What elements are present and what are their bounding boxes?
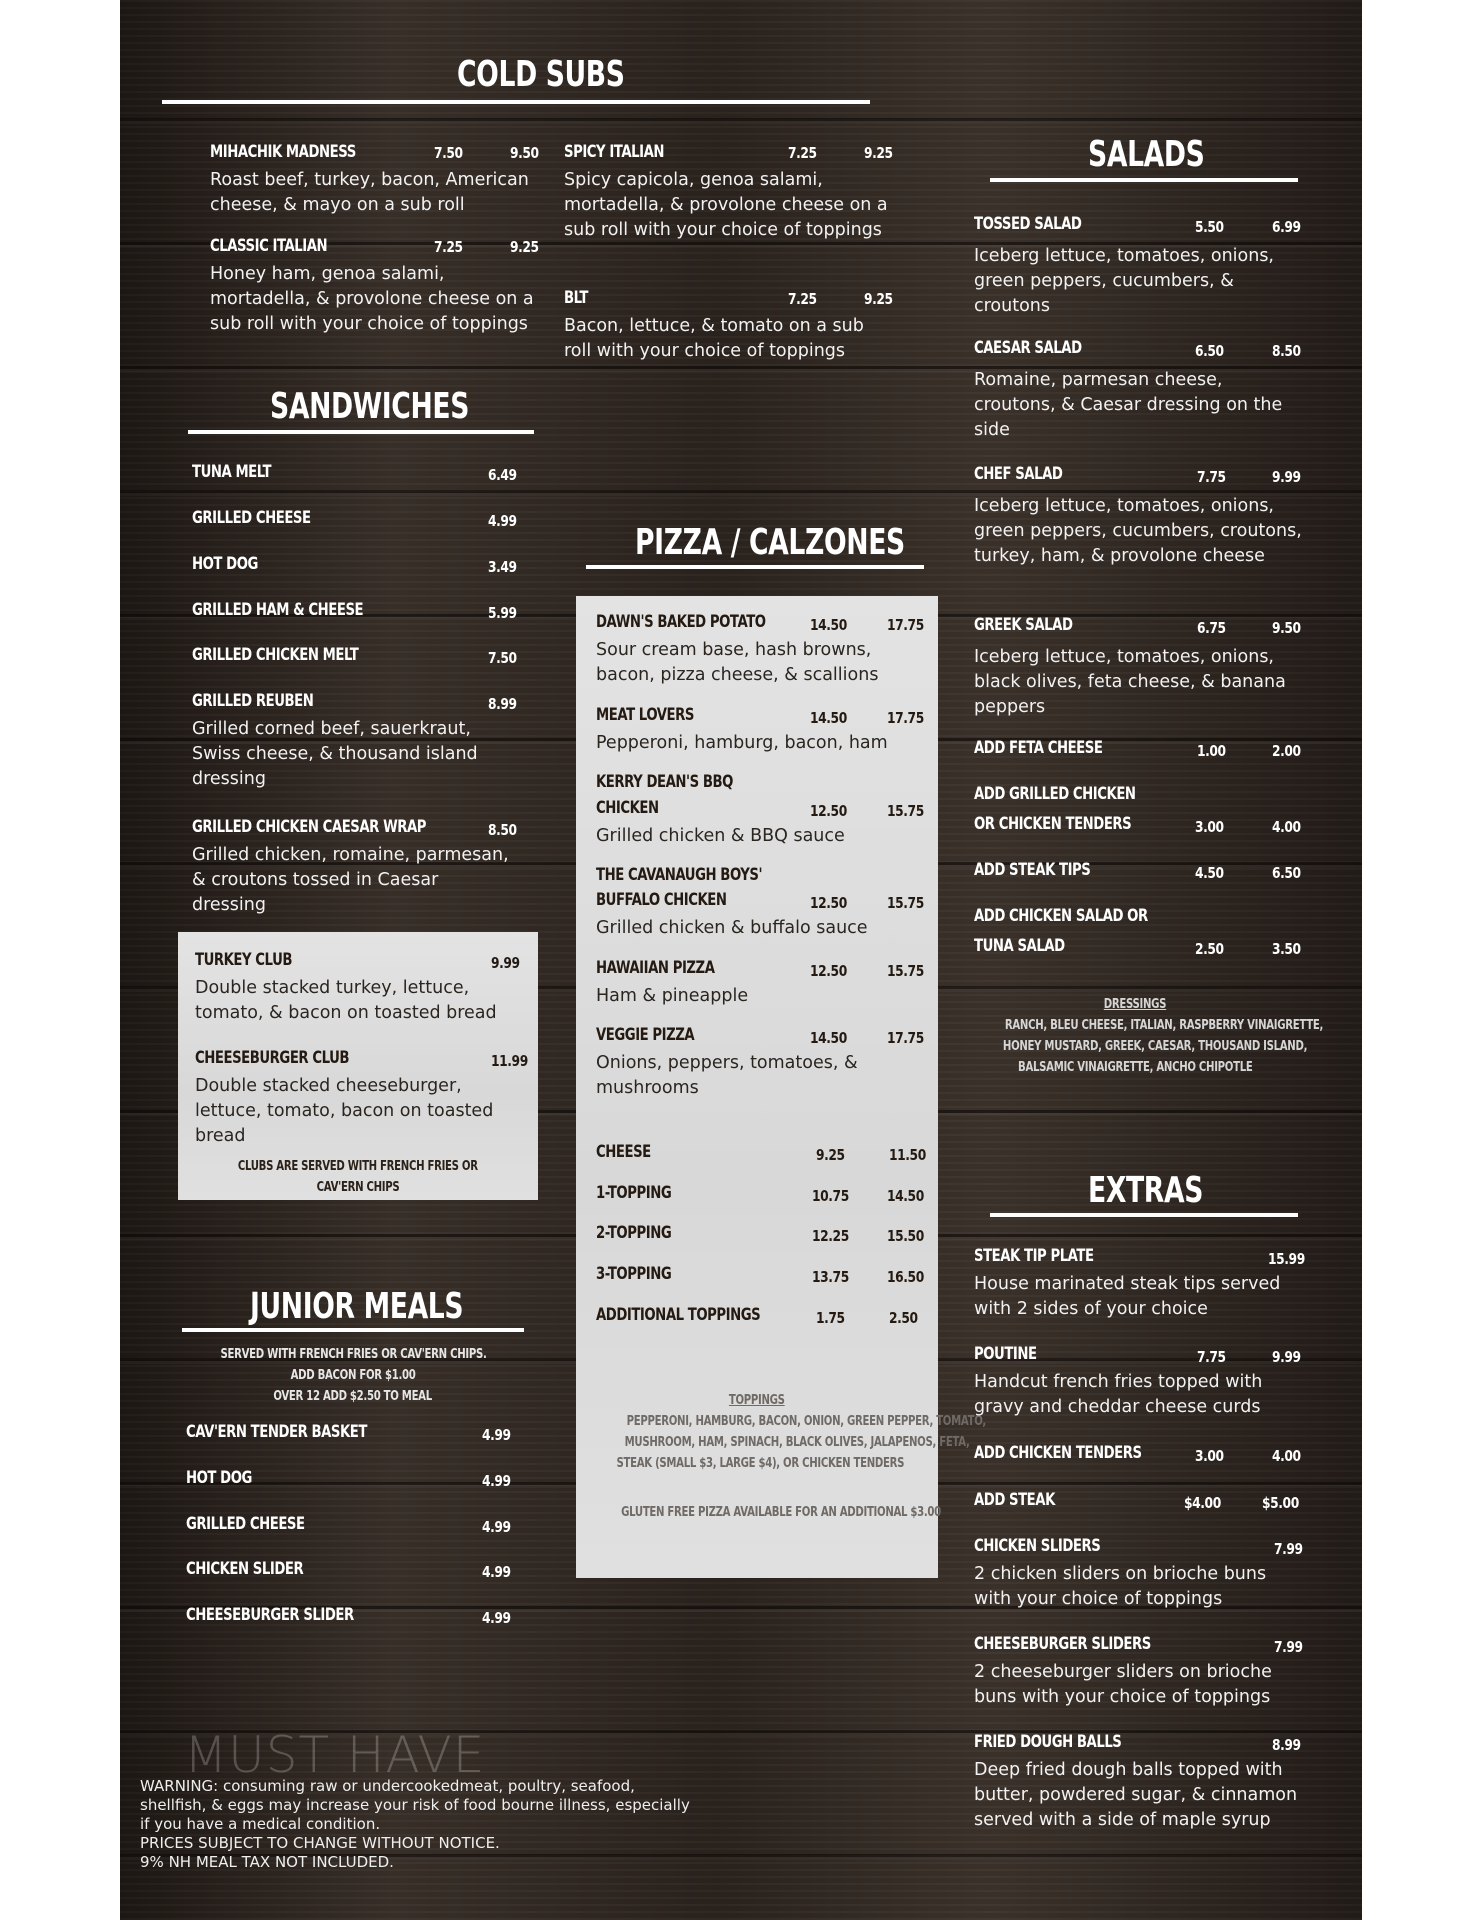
item-price-small: 14.50 [810,616,847,634]
item-price: 8.50 [488,821,517,839]
toppings-line: PEPPERONI, HAMBURG, BACON, ONION, GREEN PEPPER, TOMATO, [626,1414,986,1429]
item-price-large: 9.99 [1272,1348,1301,1366]
item-name: CHEESE [596,1142,651,1162]
item-price: 7.99 [1274,1638,1303,1656]
item-price-large: 2.50 [889,1309,918,1327]
item-name: TUNA MELT [192,462,272,482]
item-name: CHICKEN SLIDER [186,1559,304,1579]
pizza-heading: PIZZA / CALZONES [635,522,905,563]
salads-heading: SALADS [1088,134,1205,175]
item-name: CHICKEN SLIDERS [974,1536,1101,1556]
extras-rule [990,1213,1298,1217]
item-price-large: 15.50 [887,1227,924,1245]
item-name: GREEK SALAD [974,615,1073,635]
item-description: Honey ham, genoa salami, mortadella, & provolone cheese on a sub roll with your choice of toppings [210,264,534,334]
junior-note-line: ADD BACON FOR $1.00 [290,1368,416,1383]
item-name: CHEESEBURGER SLIDERS [974,1634,1151,1654]
item-description: Bacon, lettuce, & tomato on a sub roll with your choice of toppings [564,316,864,361]
footer-line: WARNING: consuming raw or undercookedmeat, poultry, seafood, [140,1777,635,1795]
item-price-large: 9.25 [510,238,539,256]
item-description: Roast beef, turkey, bacon, American cheese, & mayo on a sub roll [210,170,529,215]
item-price: 4.99 [488,512,517,530]
item-price-large: 17.75 [887,1029,924,1047]
item-price-small: 4.50 [1195,864,1224,882]
item-name: GRILLED HAM & CHEESE [192,600,364,620]
item-price-small: 5.50 [1195,218,1224,236]
item-price-large: 9.50 [1272,619,1301,637]
footer-line: if you have a medical condition. [140,1815,381,1833]
salads-rule [990,178,1298,182]
item-price-small: 12.25 [812,1227,849,1245]
cold-subs-heading: COLD SUBS [457,54,625,95]
sandwiches-heading: SANDWICHES [270,386,470,427]
toppings-note [576,1390,986,1474]
item-description: Grilled chicken & buffalo sauce [596,918,868,938]
item-name: BLT [564,288,589,308]
item-name: CHEESEBURGER SLIDER [186,1605,354,1625]
item-name: 2-TOPPING [596,1223,672,1243]
footer-line: shellfish, & eggs may increase your risk of food bourne illness, especially [140,1796,690,1814]
item-name: GRILLED CHEESE [192,508,311,528]
item-description: Spicy capicola, genoa salami, mortadella, & provolone cheese on a sub roll with your choice of toppings [564,170,888,240]
item-price-large: 9.50 [510,144,539,162]
item-price-small: 6.50 [1195,342,1224,360]
item-name: MIHACHIK MADNESS [210,142,356,162]
item-name: TOSSED SALAD [974,214,1082,234]
sandwiches-rule [188,430,534,434]
item-name: 3-TOPPING [596,1264,672,1284]
item-price-small: 1.75 [816,1309,845,1327]
item-price-large: 15.75 [887,802,924,820]
item-price: 4.99 [482,1472,511,1490]
item-description: Romaine, parmesan cheese, croutons, & Caesar dressing on the side [974,370,1283,440]
item-name: FRIED DOUGH BALLS [974,1732,1122,1752]
item-price-small: 12.50 [810,962,847,980]
item-name: SPICY ITALIAN [564,142,665,162]
item-price: 8.99 [1272,1736,1301,1754]
item-price: 5.99 [488,604,517,622]
item-price-small: 1.00 [1197,742,1226,760]
dressings-note [960,994,1323,1078]
item-description: Handcut french fries topped with gravy and cheddar cheese curds [974,1372,1263,1417]
item-price-small: 6.75 [1197,619,1226,637]
item-name: CHEF SALAD [974,464,1063,484]
item-name: HOT DOG [186,1468,252,1488]
item-price-small: 7.25 [788,144,817,162]
toppings-line: STEAK (SMALL $3, LARGE $4), OR CHICKEN TENDERS [616,1456,905,1471]
item-name: GRILLED REUBEN [192,691,314,711]
item-price: 15.99 [1268,1250,1305,1268]
dressings-title: DRESSINGS [1103,997,1167,1012]
item-name: THE CAVANAUGH BOYS' [596,865,763,885]
item-name: ADD STEAK TIPS [974,860,1091,880]
item-name: ADD CHICKEN SALAD OR [974,906,1148,926]
dressings-line: HONEY MUSTARD, GREEK, CAESAR, THOUSAND ISLAND, [1002,1039,1308,1054]
item-price-small: 7.75 [1197,468,1226,486]
item-name: DAWN'S BAKED POTATO [596,612,766,632]
junior-meals-note [182,1344,524,1407]
item-description: Grilled chicken, romaine, parmesan, & croutons tossed in Caesar dressing [192,845,509,915]
gluten-free-note [576,1502,941,1523]
extras-heading: EXTRAS [1088,1170,1204,1211]
clubs-note [178,1156,538,1198]
item-price-small: 3.00 [1195,818,1224,836]
footer-line: 9% NH MEAL TAX NOT INCLUDED. [140,1853,394,1871]
item-price-large: 9.25 [864,290,893,308]
item-price-small: 14.50 [810,1029,847,1047]
item-price: 8.99 [488,695,517,713]
item-name: ADD FETA CHEESE [974,738,1103,758]
item-name: BUFFALO CHICKEN [596,890,727,910]
item-price-large: 15.75 [887,894,924,912]
item-name: KERRY DEAN'S BBQ [596,772,733,792]
item-description: Sour cream base, hash browns, bacon, pizza cheese, & scallions [596,640,879,685]
item-price-small: 12.50 [810,802,847,820]
item-price-large: 8.50 [1272,342,1301,360]
dressings-line: BALSAMIC VINAIGRETTE, ANCHO CHIPOTLE [1017,1060,1253,1075]
item-price-large: 9.25 [864,144,893,162]
item-price-small: 13.75 [812,1268,849,1286]
item-description: Grilled chicken & BBQ sauce [596,826,845,846]
item-price: 3.49 [488,558,517,576]
item-name: CHEESEBURGER CLUB [195,1048,350,1068]
item-price-small: 7.25 [788,290,817,308]
item-price: 11.99 [491,1052,528,1070]
item-name: ADD GRILLED CHICKEN [974,784,1136,804]
cold-subs-rule [162,100,870,104]
item-description: Pepperoni, hamburg, bacon, ham [596,733,888,753]
item-description: Iceberg lettuce, tomatoes, onions, black olives, feta cheese, & banana peppers [974,647,1286,717]
item-name: POUTINE [974,1344,1037,1364]
junior-note-line: SERVED WITH FRENCH FRIES OR CAV'ERN CHIPS. [220,1347,486,1362]
item-description: Grilled corned beef, sauerkraut, Swiss cheese, & thousand island dressing [192,719,478,789]
item-price-small: 3.00 [1195,1447,1224,1465]
item-price: 4.99 [482,1518,511,1536]
item-name: CAV'ERN TENDER BASKET [186,1422,367,1442]
gluten-free-text: GLUTEN FREE PIZZA AVAILABLE FOR AN ADDITIONAL $3.00 [621,1505,941,1520]
junior-note-line: OVER 12 ADD $2.50 TO MEAL [273,1389,433,1404]
toppings-line: MUSHROOM, HAM, SPINACH, BLACK OLIVES, JALAPENOS, FETA, [624,1435,970,1450]
item-description: 2 cheeseburger sliders on brioche buns with your choice of toppings [974,1662,1272,1707]
item-name: GRILLED CHICKEN CAESAR WRAP [192,817,427,837]
item-price-small: 14.50 [810,709,847,727]
item-price-small: 7.75 [1197,1348,1226,1366]
item-price-large: 3.50 [1272,940,1301,958]
footer-line: PRICES SUBJECT TO CHANGE WITHOUT NOTICE. [140,1834,500,1852]
item-price-large: 16.50 [887,1268,924,1286]
item-price-large: 15.75 [887,962,924,980]
clubs-panel [178,932,538,1200]
item-name: CHICKEN [596,798,659,818]
item-name: STEAK TIP PLATE [974,1246,1094,1266]
item-price-small: 12.50 [810,894,847,912]
item-name: VEGGIE PIZZA [596,1025,695,1045]
item-name: GRILLED CHEESE [186,1514,305,1534]
item-name: CAESAR SALAD [974,338,1082,358]
item-description: Iceberg lettuce, tomatoes, onions, green peppers, cucumbers, & croutons [974,246,1274,316]
item-price: 7.99 [1274,1540,1303,1558]
item-name: GRILLED CHICKEN MELT [192,645,359,665]
item-name: ADDITIONAL TOPPINGS [596,1305,761,1325]
watermark-text: MUST HAVE [184,1726,486,1784]
footer-warning [140,1777,690,1872]
item-price-large: 14.50 [887,1187,924,1205]
item-price: 4.99 [482,1426,511,1444]
item-description: Iceberg lettuce, tomatoes, onions, green peppers, cucumbers, croutons, turkey, ham, & provolone cheese [974,496,1302,566]
item-price-large: 6.50 [1272,864,1301,882]
clubs-note-line: CLUBS ARE SERVED WITH FRENCH FRIES OR [238,1159,478,1174]
item-price-large: $5.00 [1262,1494,1299,1512]
dressings-line: RANCH, BLEU CHEESE, ITALIAN, RASPBERRY VINAIGRETTE, [1004,1018,1323,1033]
item-price-large: 9.99 [1272,468,1301,486]
clubs-note-line: CAV'ERN CHIPS [316,1180,400,1195]
item-price-large: 4.00 [1272,818,1301,836]
item-price-small: 7.25 [434,238,463,256]
menu-board [120,0,1362,1920]
item-price: 4.99 [482,1563,511,1581]
item-name: TUNA SALAD [974,936,1065,956]
item-name: MEAT LOVERS [596,705,694,725]
pizza-rule [586,565,924,569]
item-name: ADD STEAK [974,1490,1055,1510]
item-price-large: 4.00 [1272,1447,1301,1465]
item-price-large: 17.75 [887,709,924,727]
item-price-small: 2.50 [1195,940,1224,958]
item-description: Onions, peppers, tomatoes, & mushrooms [596,1053,858,1098]
item-price-small: 9.25 [816,1146,845,1164]
item-price-large: 2.00 [1272,742,1301,760]
item-description: Double stacked cheeseburger, lettuce, tomato, bacon on toasted bread [195,1076,494,1146]
pizza-panel [576,596,986,1578]
item-description: House marinated steak tips served with 2 sides of your choice [974,1274,1281,1319]
item-price-large: 6.99 [1272,218,1301,236]
item-price-small: 7.50 [434,144,463,162]
toppings-title: TOPPINGS [729,1393,785,1408]
item-name: TURKEY CLUB [195,950,293,970]
item-name: OR CHICKEN TENDERS [974,814,1132,834]
item-name: HAWAIIAN PIZZA [596,958,715,978]
item-description: Double stacked turkey, lettuce, tomato, & bacon on toasted bread [195,978,497,1023]
item-description: Deep fried dough balls topped with butter, powdered sugar, & cinnamon served with a side of maple syrup [974,1760,1298,1830]
junior-meals-heading: JUNIOR MEALS [250,1286,464,1327]
item-price-large: 11.50 [889,1146,926,1164]
item-name: HOT DOG [192,554,258,574]
item-name: 1-TOPPING [596,1183,672,1203]
item-price: 7.50 [488,649,517,667]
item-price-small: $4.00 [1184,1494,1221,1512]
junior-meals-rule [182,1328,524,1332]
item-price: 4.99 [482,1609,511,1627]
item-description: Ham & pineapple [596,986,749,1006]
item-price-large: 17.75 [887,616,924,634]
item-price: 6.49 [488,466,517,484]
item-price: 9.99 [491,954,520,972]
item-name: ADD CHICKEN TENDERS [974,1443,1142,1463]
item-price-small: 10.75 [812,1187,849,1205]
item-name: CLASSIC ITALIAN [210,236,328,256]
item-description: 2 chicken sliders on brioche buns with your choice of toppings [974,1564,1267,1609]
